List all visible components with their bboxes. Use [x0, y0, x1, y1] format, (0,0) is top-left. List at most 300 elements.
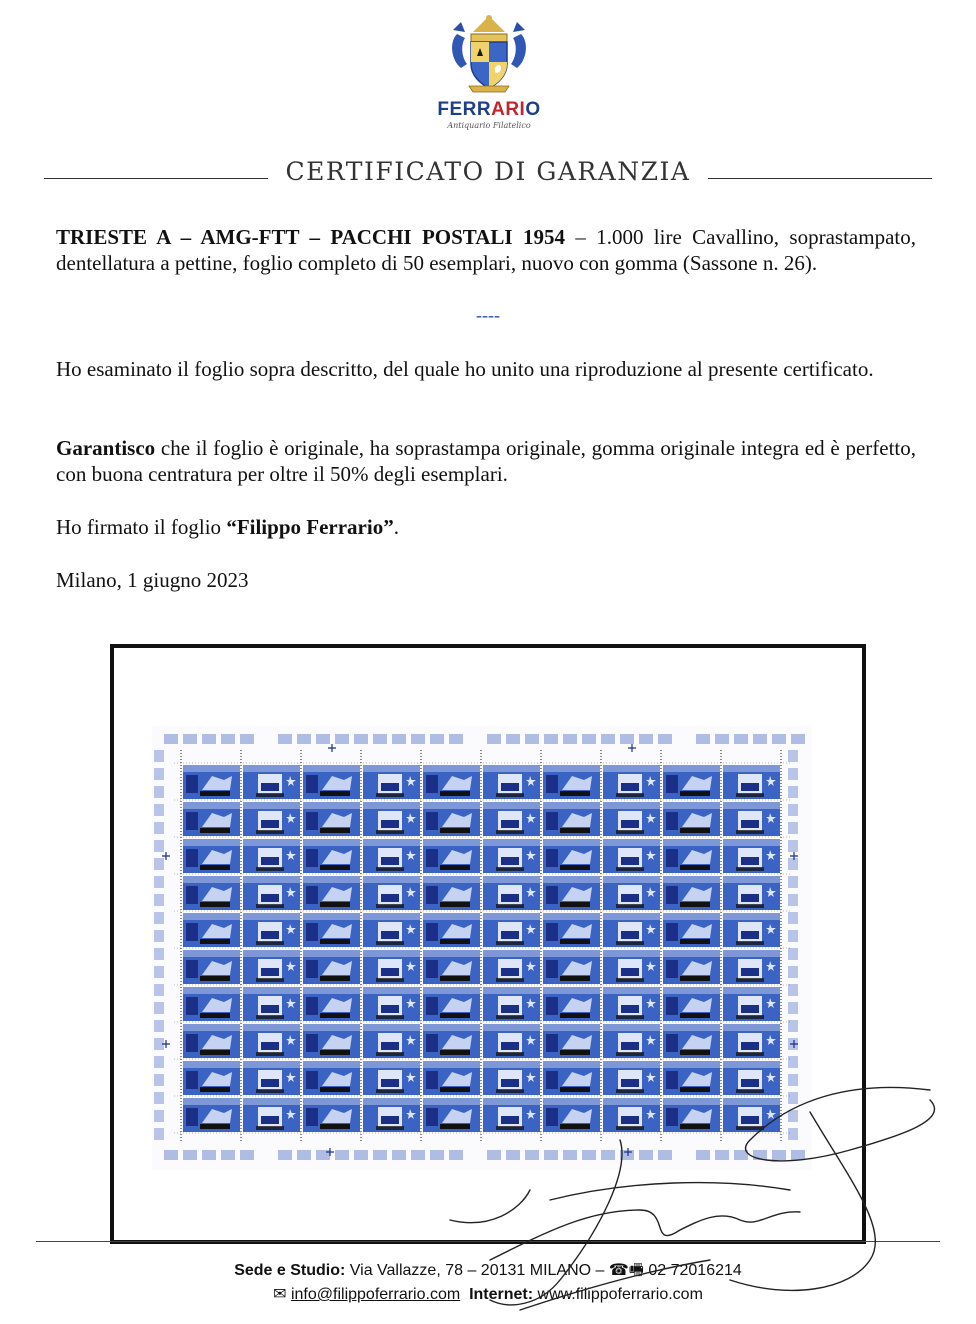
margin-ornament: [601, 1150, 615, 1160]
stamp-header-band: [603, 765, 660, 772]
margin-ornament: [772, 734, 786, 744]
margin-ornament: [221, 1150, 235, 1160]
margin-ornament: [525, 734, 539, 744]
margin-ornament: [487, 734, 501, 744]
margin-ornament: [240, 734, 254, 744]
stamp-header-band: [723, 802, 780, 809]
overprint-bar: [376, 1089, 404, 1093]
stamp-header-band: [243, 987, 300, 994]
margin-ornament: [791, 1150, 805, 1160]
overprint-bar: [440, 828, 470, 833]
stamp-header-band: [183, 802, 240, 809]
overprint-bar: [560, 828, 590, 833]
margin-ornament: [221, 734, 235, 744]
phone-number: 02 72016214: [643, 1262, 742, 1279]
stamp-header-band: [363, 1024, 420, 1031]
stamp-header-band: [363, 876, 420, 883]
stamp-header-band: [303, 987, 360, 994]
stamp-header-band: [603, 1061, 660, 1068]
margin-ornament: [788, 1110, 798, 1122]
margin-ornament: [183, 734, 197, 744]
margin-ornament: [788, 876, 798, 888]
stamp-header-band: [723, 1098, 780, 1105]
margin-ornament: [240, 1150, 254, 1160]
stamp-sheet-image: [152, 726, 812, 1170]
overprint-bar: [560, 865, 590, 870]
stamp-value-block: [186, 960, 198, 978]
overprint-bar: [200, 865, 230, 870]
overprint-bar: [320, 1087, 350, 1092]
stamp-header-band: [183, 913, 240, 920]
margin-ornament: [487, 1150, 501, 1160]
margin-ornament: [788, 786, 798, 798]
stamp-header-band: [723, 765, 780, 772]
margin-ornament: [164, 1150, 178, 1160]
overprint-bar: [256, 1015, 284, 1019]
margin-ornament: [392, 1150, 406, 1160]
overprint-bar: [440, 865, 470, 870]
margin-ornament: [506, 734, 520, 744]
overprint-bar: [376, 941, 404, 945]
stamp-header-band: [723, 913, 780, 920]
margin-ornament: [788, 966, 798, 978]
margin-ornament: [154, 840, 164, 852]
stamp-value-block: [426, 960, 438, 978]
margin-ornament: [154, 894, 164, 906]
stamp-value-text: [621, 1042, 639, 1050]
stamp-header-band: [603, 913, 660, 920]
footer-contacts: [0, 1284, 976, 1304]
overprint-bar: [376, 867, 404, 871]
overprint-bar: [736, 1089, 764, 1093]
overprint-bar: [320, 1013, 350, 1018]
overprint-bar: [256, 941, 284, 945]
stamp-value-text: [501, 968, 519, 976]
certificate-header: [44, 156, 932, 186]
overprint-bar: [200, 828, 230, 833]
stamp-header-band: [483, 1098, 540, 1105]
overprint-bar: [680, 1087, 710, 1092]
margin-ornament: [202, 1150, 216, 1160]
stamp-header-band: [663, 950, 720, 957]
margin-ornament: [788, 804, 798, 816]
signer-name: “Filippo Ferrario”: [226, 515, 394, 539]
stamp-value-text: [741, 968, 759, 976]
stamp-value-text: [261, 1005, 279, 1013]
stamp-value-block: [186, 849, 198, 867]
stamp-header-band: [543, 987, 600, 994]
stamp-value-block: [186, 812, 198, 830]
margin-ornament: [154, 1110, 164, 1122]
stamp-value-block: [666, 775, 678, 793]
overprint-bar: [496, 1015, 524, 1019]
stamp-header-band: [483, 1024, 540, 1031]
margin-ornament: [788, 822, 798, 834]
footer-rule: [36, 1241, 940, 1242]
margin-ornament: [449, 1150, 463, 1160]
overprint-bar: [200, 1013, 230, 1018]
overprint-bar: [560, 1087, 590, 1092]
stamp-value-text: [501, 1005, 519, 1013]
margin-ornament: [449, 734, 463, 744]
stamp-header-band: [243, 913, 300, 920]
stamp-value-text: [501, 931, 519, 939]
overprint-bar: [616, 1126, 644, 1130]
overprint-bar: [616, 793, 644, 797]
margin-ornament: [154, 1074, 164, 1086]
title-rule-right: [708, 178, 932, 179]
overprint-bar: [560, 976, 590, 981]
overprint-bar: [256, 904, 284, 908]
margin-ornament: [506, 1150, 520, 1160]
stamp-value-text: [501, 1042, 519, 1050]
stamp-header-band: [543, 1061, 600, 1068]
margin-ornament: [297, 1150, 311, 1160]
overprint-bar: [736, 904, 764, 908]
stamp-value-text: [381, 1116, 399, 1124]
overprint-bar: [616, 1015, 644, 1019]
overprint-bar: [560, 1124, 590, 1129]
stamp-header-band: [663, 1061, 720, 1068]
guarantee-text: che il foglio è originale, ha soprastampa originale, gomma originale integra ed è perfetto, con buona centratura per oltre il 50% degli esemplari.: [56, 436, 916, 486]
overprint-bar: [256, 1089, 284, 1093]
item-subject: TRIESTE A – AMG-FTT – PACCHI POSTALI 1954: [56, 225, 565, 249]
overprint-bar: [256, 830, 284, 834]
margin-ornament: [788, 768, 798, 780]
stamp-value-block: [186, 775, 198, 793]
brand-tagline: Antiquario Filatelico: [447, 121, 531, 130]
overprint-bar: [736, 793, 764, 797]
title-rule-left: [44, 178, 268, 179]
place-date: Milano, 1 giugno 2023: [56, 568, 249, 592]
stamp-header-band: [663, 802, 720, 809]
margin-ornament: [278, 734, 292, 744]
stamp-header-band: [243, 1061, 300, 1068]
stamp-value-block: [426, 812, 438, 830]
stamp-header-band: [183, 1024, 240, 1031]
stamp-value-block: [186, 1034, 198, 1052]
overprint-bar: [560, 791, 590, 796]
margin-ornament: [788, 894, 798, 906]
stamp-value-text: [741, 931, 759, 939]
stamp-value-block: [426, 849, 438, 867]
stamp-value-block: [306, 1034, 318, 1052]
stamp-value-block: [666, 960, 678, 978]
overprint-bar: [736, 1126, 764, 1130]
stamp-value-block: [666, 812, 678, 830]
stamp-header-band: [723, 950, 780, 957]
stamp-value-text: [741, 894, 759, 902]
margin-ornament: [154, 858, 164, 870]
overprint-bar: [320, 1124, 350, 1129]
stamp-value-text: [501, 894, 519, 902]
margin-ornament: [772, 1150, 786, 1160]
stamp-value-block: [426, 923, 438, 941]
margin-ornament: [788, 750, 798, 762]
overprint-bar: [680, 939, 710, 944]
overprint-bar: [376, 793, 404, 797]
stamp-value-block: [186, 886, 198, 904]
stamp-value-text: [741, 1005, 759, 1013]
overprint-bar: [680, 791, 710, 796]
overprint-bar: [376, 978, 404, 982]
margin-ornament: [788, 912, 798, 924]
stamp-header-band: [723, 876, 780, 883]
stamp-header-band: [603, 802, 660, 809]
stamp-value-text: [501, 783, 519, 791]
stamp-value-text: [501, 857, 519, 865]
stamp-header-band: [363, 987, 420, 994]
stamp-header-band: [483, 950, 540, 957]
margin-ornament: [164, 734, 178, 744]
stamp-header-band: [363, 839, 420, 846]
overprint-bar: [376, 1015, 404, 1019]
overprint-bar: [560, 902, 590, 907]
overprint-bar: [736, 1015, 764, 1019]
stamp-header-band: [543, 765, 600, 772]
stamp-header-band: [423, 987, 480, 994]
overprint-bar: [376, 904, 404, 908]
item-description: [56, 224, 916, 276]
stamp-value-text: [741, 1116, 759, 1124]
margin-ornament: [791, 734, 805, 744]
margin-ornament: [788, 840, 798, 852]
margin-ornament: [297, 734, 311, 744]
margin-ornament: [154, 930, 164, 942]
overprint-bar: [440, 1124, 470, 1129]
guarantee-paragraph: [56, 435, 916, 487]
stamp-value-block: [546, 812, 558, 830]
margin-ornament: [278, 1150, 292, 1160]
overprint-bar: [256, 1126, 284, 1130]
separator: ----: [476, 305, 500, 325]
stamp-value-block: [186, 997, 198, 1015]
stamp-header-band: [423, 950, 480, 957]
stamp-value-text: [381, 783, 399, 791]
stamp-header-band: [183, 1098, 240, 1105]
overprint-bar: [616, 1089, 644, 1093]
overprint-bar: [200, 1087, 230, 1092]
overprint-bar: [320, 902, 350, 907]
overprint-bar: [616, 941, 644, 945]
guarantee-keyword: Garantisco: [56, 436, 156, 460]
stamp-header-band: [183, 987, 240, 994]
stamp-value-text: [501, 820, 519, 828]
stamp-value-block: [546, 1034, 558, 1052]
website-link[interactable]: www.filippoferrario.com: [533, 1286, 703, 1303]
stamp-header-band: [543, 1098, 600, 1105]
phone-fax-icon: ☎🖷: [608, 1262, 644, 1279]
stamp-header-band: [303, 913, 360, 920]
stamp-header-band: [183, 876, 240, 883]
margin-ornament: [154, 876, 164, 888]
stamp-header-band: [543, 876, 600, 883]
margin-ornament: [335, 1150, 349, 1160]
overprint-bar: [736, 830, 764, 834]
overprint-bar: [440, 939, 470, 944]
stamp-value-text: [621, 1116, 639, 1124]
overprint-bar: [376, 1052, 404, 1056]
stamp-header-band: [603, 1098, 660, 1105]
overprint-bar: [680, 1124, 710, 1129]
overprint-bar: [496, 1052, 524, 1056]
overprint-bar: [200, 1050, 230, 1055]
stamp-value-text: [261, 894, 279, 902]
brand-name: FERRARIO: [437, 99, 541, 120]
stamp-header-band: [723, 1024, 780, 1031]
stamp-value-text: [261, 1042, 279, 1050]
stamp-value-block: [306, 1071, 318, 1089]
margin-ornament: [154, 1020, 164, 1032]
stamp-value-text: [621, 857, 639, 865]
stamp-value-text: [741, 1079, 759, 1087]
stamp-value-block: [666, 997, 678, 1015]
stamp-header-band: [663, 987, 720, 994]
stamp-value-block: [666, 923, 678, 941]
overprint-bar: [256, 1052, 284, 1056]
stamp-value-text: [261, 1079, 279, 1087]
overprint-bar: [256, 978, 284, 982]
stamp-header-band: [663, 839, 720, 846]
stamp-header-band: [423, 1024, 480, 1031]
stamp-value-block: [306, 812, 318, 830]
overprint-bar: [680, 976, 710, 981]
overprint-bar: [496, 978, 524, 982]
stamp-value-text: [621, 931, 639, 939]
stamp-header-band: [363, 1098, 420, 1105]
overprint-bar: [320, 865, 350, 870]
margin-ornament: [788, 930, 798, 942]
overprint-bar: [736, 978, 764, 982]
margin-ornament: [788, 1056, 798, 1068]
stamp-header-band: [183, 839, 240, 846]
margin-ornament: [788, 858, 798, 870]
footer-address: [0, 1259, 976, 1286]
coat-of-arms-icon: [439, 12, 539, 94]
stamp-header-band: [243, 876, 300, 883]
stamp-value-block: [306, 997, 318, 1015]
margin-ornament: [392, 734, 406, 744]
stamp-header-band: [603, 876, 660, 883]
overprint-bar: [200, 791, 230, 796]
overprint-bar: [616, 867, 644, 871]
margin-ornament: [753, 1150, 767, 1160]
stamp-value-block: [546, 775, 558, 793]
stamp-header-band: [243, 950, 300, 957]
stamp-value-text: [381, 820, 399, 828]
stamp-header-band: [243, 1098, 300, 1105]
address-label: Sede e Studio:: [234, 1262, 346, 1279]
overprint-bar: [200, 939, 230, 944]
stamp-header-band: [423, 876, 480, 883]
overprint-bar: [200, 976, 230, 981]
overprint-bar: [256, 867, 284, 871]
stamp-header-band: [603, 950, 660, 957]
overprint-bar: [440, 791, 470, 796]
stamp-header-band: [483, 876, 540, 883]
margin-ornament: [202, 734, 216, 744]
stamp-value-block: [546, 997, 558, 1015]
stamp-value-text: [261, 820, 279, 828]
stamp-value-text: [621, 820, 639, 828]
margin-ornament: [788, 984, 798, 996]
stamp-header-band: [603, 987, 660, 994]
margin-ornament: [154, 966, 164, 978]
stamp-value-block: [306, 923, 318, 941]
margin-ornament: [154, 1092, 164, 1104]
stamp-header-band: [243, 765, 300, 772]
stamp-value-block: [426, 886, 438, 904]
signature-paragraph: Ho firmato il foglio “Filippo Ferrario”.: [56, 515, 399, 539]
margin-ornament: [154, 786, 164, 798]
stamp-value-text: [741, 820, 759, 828]
overprint-bar: [680, 902, 710, 907]
stamp-header-band: [543, 802, 600, 809]
stamp-value-text: [381, 968, 399, 976]
overprint-bar: [440, 902, 470, 907]
stamp-value-block: [186, 1108, 198, 1126]
stamp-header-band: [543, 1024, 600, 1031]
margin-ornament: [753, 734, 767, 744]
margin-ornament: [411, 1150, 425, 1160]
stamp-header-band: [483, 802, 540, 809]
overprint-bar: [496, 941, 524, 945]
overprint-bar: [320, 828, 350, 833]
overprint-bar: [616, 1052, 644, 1056]
stamp-header-band: [303, 839, 360, 846]
stamp-value-text: [501, 1079, 519, 1087]
stamp-header-band: [423, 913, 480, 920]
stamp-value-text: [381, 857, 399, 865]
stamp-value-block: [426, 775, 438, 793]
overprint-bar: [496, 793, 524, 797]
margin-ornament: [525, 1150, 539, 1160]
stamp-header-band: [483, 1061, 540, 1068]
stamp-header-band: [243, 839, 300, 846]
stamp-value-block: [666, 1071, 678, 1089]
stamp-value-text: [381, 894, 399, 902]
margin-ornament: [788, 948, 798, 960]
margin-ornament: [639, 734, 653, 744]
margin-ornament: [601, 734, 615, 744]
stamp-value-block: [666, 886, 678, 904]
stamp-value-block: [546, 1071, 558, 1089]
margin-ornament: [354, 1150, 368, 1160]
stamp-header-band: [423, 839, 480, 846]
overprint-bar: [200, 902, 230, 907]
stamp-value-text: [621, 894, 639, 902]
stamp-header-band: [303, 765, 360, 772]
margin-ornament: [620, 734, 634, 744]
email-link[interactable]: info@filippoferrario.com: [290, 1286, 461, 1303]
overprint-bar: [496, 867, 524, 871]
email-icon: ✉: [273, 1286, 291, 1303]
margin-ornament: [411, 734, 425, 744]
stamp-header-band: [483, 987, 540, 994]
stamp-header-band: [663, 765, 720, 772]
overprint-bar: [560, 1050, 590, 1055]
examination-paragraph: Ho esaminato il foglio sopra descritto, del quale ho unito una riproduzione al presente certificato.: [56, 357, 874, 381]
stamp-value-text: [381, 1005, 399, 1013]
stamp-value-text: [261, 857, 279, 865]
stamp-value-text: [261, 968, 279, 976]
stamp-value-text: [261, 783, 279, 791]
overprint-bar: [496, 1089, 524, 1093]
stamp-header-band: [483, 765, 540, 772]
stamp-value-block: [426, 1034, 438, 1052]
margin-ornament: [563, 1150, 577, 1160]
stamp-header-band: [303, 1098, 360, 1105]
